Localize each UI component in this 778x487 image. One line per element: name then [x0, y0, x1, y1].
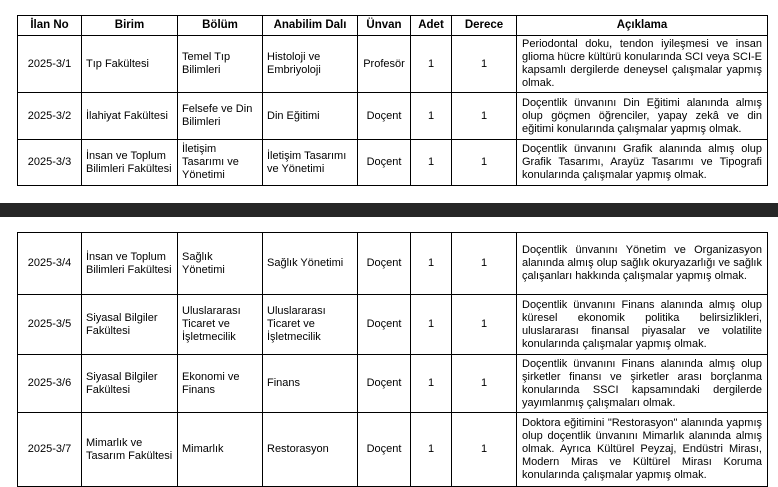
unvan-cell: Doçent — [358, 93, 411, 140]
anabilim-cell: Sağlık Yönetimi — [263, 233, 358, 295]
ilan-no-cell: 2025-3/5 — [18, 295, 82, 355]
header-derece: Derece — [452, 16, 517, 36]
table-row — [18, 233, 768, 295]
aciklama-cell: Doktora eğitimini "Restorasyon" alanında yapmış olup doçentlik ünvanını Mimarlık alanında almış olmak. Ayrıca Kültürel Peyzaj, Endüstri Mirası, Modern Miras ve Kültürel Mirası Koruma konularında çalışmalar yapmış olmak. — [517, 413, 768, 487]
header-adet: Adet — [411, 16, 452, 36]
birim-cell: Tıp Fakültesi — [82, 36, 178, 93]
bolum-cell: Ekonomi ve Finans — [178, 355, 263, 413]
ilan-no-cell: 2025-3/3 — [18, 140, 82, 186]
table-row — [18, 413, 768, 487]
unvan-cell: Doçent — [358, 140, 411, 186]
adet-cell: 1 — [411, 93, 452, 140]
ilan-no-cell: 2025-3/1 — [18, 36, 82, 93]
ilan-no-cell: 2025-3/2 — [18, 93, 82, 140]
aciklama-cell: Periodontal doku, tendon iyileşmesi ve insan glioma hücre kültürü konularında SCI veya SCI-E kapsamlı dergilerde deneysel çalışmalar yapmış olmak. — [517, 36, 768, 93]
header-unvan: Ünvan — [358, 16, 411, 36]
bolum-cell: Sağlık Yönetimi — [178, 233, 263, 295]
header-row — [18, 16, 768, 36]
anabilim-cell: Restorasyon — [263, 413, 358, 487]
adet-cell: 1 — [411, 413, 452, 487]
birim-cell: Siyasal Bilgiler Fakültesi — [82, 355, 178, 413]
aciklama-cell: Doçentlik ünvanını Yönetim ve Organizasyon alanında almış olup sağlık okuryazarlığı ve sağlık çalışanları hakkında çalışmalar yapmış olmak. — [517, 233, 768, 295]
birim-cell: İnsan ve Toplum Bilimleri Fakültesi — [82, 140, 178, 186]
header-bolum: Bölüm — [178, 16, 263, 36]
ilan-no-cell: 2025-3/6 — [18, 355, 82, 413]
table-row — [18, 355, 768, 413]
header-aciklama: Açıklama — [517, 16, 768, 36]
positions-table-top — [17, 15, 768, 186]
anabilim-cell: Finans — [263, 355, 358, 413]
anabilim-cell: Din Eğitimi — [263, 93, 358, 140]
derece-cell: 1 — [452, 355, 517, 413]
unvan-cell: Doçent — [358, 233, 411, 295]
bolum-cell: Uluslararası Ticaret ve İşletmecilik — [178, 295, 263, 355]
anabilim-cell: Histoloji ve Embriyoloji — [263, 36, 358, 93]
bolum-cell: Temel Tıp Bilimleri — [178, 36, 263, 93]
adet-cell: 1 — [411, 233, 452, 295]
aciklama-cell: Doçentlik ünvanını Finans alanında almış olup küresel ekonomik politika belirsizlikleri, uluslararası finansal piyasalar ve volatilite konularında çalışmalar yapmış olmak. — [517, 295, 768, 355]
aciklama-cell: Doçentlik ünvanını Grafik alanında almış olup Grafik Tasarımı, Arayüz Tasarımı ve Tipografi konularında çalışmalar yapmış olmak. — [517, 140, 768, 186]
table-row — [18, 36, 768, 93]
derece-cell: 1 — [452, 413, 517, 487]
derece-cell: 1 — [452, 233, 517, 295]
positions-table-bottom — [17, 232, 768, 487]
birim-cell: Mimarlık ve Tasarım Fakültesi — [82, 413, 178, 487]
aciklama-cell: Doçentlik ünvanını Finans alanında almış olup şirketler finansı ve şirketler arası borçlanma konularında SSCI kapsamındaki dergilerde yayımlanmış çalışmaları olmak. — [517, 355, 768, 413]
adet-cell: 1 — [411, 295, 452, 355]
unvan-cell: Doçent — [358, 295, 411, 355]
aciklama-cell: Doçentlik ünvanını Din Eğitimi alanında almış olup göçmen öğrenciler, yapay zekâ ve din eğitimi konularında çalışmalar yapmış olmak. — [517, 93, 768, 140]
derece-cell: 1 — [452, 295, 517, 355]
table-row — [18, 140, 768, 186]
table-row — [18, 295, 768, 355]
unvan-cell: Doçent — [358, 355, 411, 413]
birim-cell: Siyasal Bilgiler Fakültesi — [82, 295, 178, 355]
adet-cell: 1 — [411, 355, 452, 413]
bolum-cell: Mimarlık — [178, 413, 263, 487]
derece-cell: 1 — [452, 140, 517, 186]
anabilim-cell: İletişim Tasarımı ve Yönetimi — [263, 140, 358, 186]
table-row — [18, 93, 768, 140]
derece-cell: 1 — [452, 93, 517, 140]
ilan-no-cell: 2025-3/7 — [18, 413, 82, 487]
header-anabilim: Anabilim Dalı — [263, 16, 358, 36]
bolum-cell: Felsefe ve Din Bilimleri — [178, 93, 263, 140]
anabilim-cell: Uluslararası Ticaret ve İşletmecilik — [263, 295, 358, 355]
page-break-band — [0, 203, 778, 217]
ilan-no-cell: 2025-3/4 — [18, 233, 82, 295]
adet-cell: 1 — [411, 140, 452, 186]
derece-cell: 1 — [452, 36, 517, 93]
adet-cell: 1 — [411, 36, 452, 93]
bolum-cell: İletişim Tasarımı ve Yönetimi — [178, 140, 263, 186]
header-birim: Birim — [82, 16, 178, 36]
unvan-cell: Profesör — [358, 36, 411, 93]
birim-cell: İlahiyat Fakültesi — [82, 93, 178, 140]
header-ilan-no: İlan No — [18, 16, 82, 36]
birim-cell: İnsan ve Toplum Bilimleri Fakültesi — [82, 233, 178, 295]
unvan-cell: Doçent — [358, 413, 411, 487]
